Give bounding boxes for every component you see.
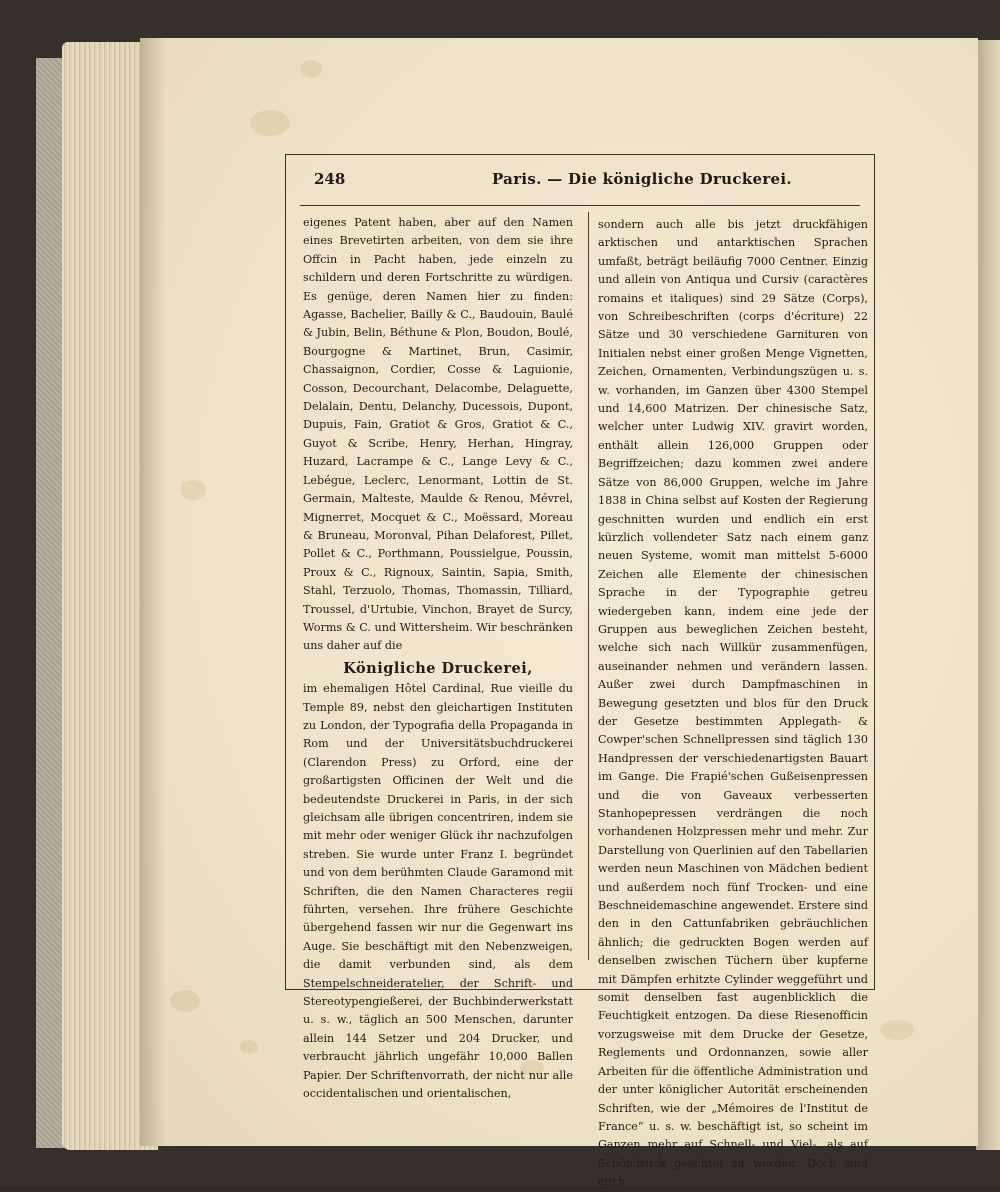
facing-page-edge — [976, 40, 1000, 1150]
right-paragraph-1: sondern auch alle bis jetzt druckfähigen arktischen und antarktischen Sprachen umfaßt, beträgt beiläufig 7000 Centner. Einzig und allein von Antiqua und Cursiv (caractères romains et italiques) sind 29 Sätze (Corps), von Schreibeschriften (corps d'écriture) 22 Sätze und 30 verschiedene Garnituren von Initialen nebst einer großen Menge Vignetten, Zeichen, Ornamenten, Verbindungszügen u. s. w. vorhanden, im Ganzen über 4300 Stempel und 14,600 Matrizen. Der chinesische Satz, welcher unter Ludwig XIV. gravirt worden, enthält allein 126,000 Gruppen oder Begriffzeichen; dazu kommen zwei andere Sätze von 86,000 Gruppen, welche im Jahre 1838 in China selbst auf Kosten der Regierung geschnitten wurden und endlich ein erst kürzlich vollendeter Satz nach einem ganz neuen Systeme, womit man mittelst 5-6000 Zeichen alle Elemente der chinesischen Sprache in der Typographie getreu wiedergeben kann, indem eine jede der Gruppen aus beweglichen Zeichen besteht, welche sich nach Willkür zusammenfügen, auseinander nehmen und verändern lassen. Außer zwei durch Dampfmaschinen in Bewegung gesetzten und blos für den Druck der Gesetze bestimmten Applegath- & Cowper'schen Schnellpressen sind täglich 130 Handpressen der verschiedenartigsten Bauart im Gange. Die Frapié'schen Gußeisenpressen und die von Gaveaux verbesserten Stanhopepressen verdrängen die noch vorhandenen Holzpressen mehr und mehr. Zur Darstellung von Querlinien auf den Tabellarien werden neun Maschinen von Mädchen bedient und außerdem noch fünf Trocken- und eine Beschneidemaschine angewendet. Erstere sind den in den Cattunfabriken gebräuchlichen ähnlich; die gedruckten Bogen werden auf denselben zwischen Tüchern über kupferne mit Dämpfen erhitzte Cylinder weggeführt und somit denselben fast augenblicklich die Feuchtigkeit entzogen. Da diese Riesenofficin vorzugsweise mit dem Drucke der Gesetze, Reglements und Ordonnanzen, sowie aller Arbeiten für die öffentliche Administration und der unter königlicher Autorität erscheinenden Schriften, wie der „Mémoires de l'Institut de France“ u. s. w. beschäftigt ist, so scheint im Ganzen mehr auf Schnell- und Viel-, als auf Schöndruck geachtet zu werden. Doch sind auch — [598, 218, 868, 1189]
page-header — [300, 170, 860, 190]
page-number: 248 — [314, 170, 346, 188]
left-paragraph-1: eigenes Patent haben, aber auf den Namen eines Brevetirten arbeiten, von dem sie ihre Offcin in Pacht haben, jede einzeln zu schildern und deren Fortschritte zu würdigen. Es genüge, deren Namen hier zu finden: Agasse, Bachelier, Bailly & C., Baudouin, Baulé & Jubin, Belin, Béthune & Plon, Boudon, Boulé, Bourgogne & Martinet, Brun, Casimir, Chassaignon, Cordier, Cosse & Laguionie, Cosson, Decourchant, Delacombe, Delaguette, Delalain, Dentu, Delanchy, Ducessois, Dupont, Dupuis, Fain, Gratiot & Gros, Gratiot & C., Guyot & Scribe, Henry, Herhan, Hingray, Huzard, Lacrampe & C., Lange Levy & C., Lebégue, Leclerc, Lenormant, Lottin de St. Germain, Malteste, Maulde & Renou, Mévrel, Mignerret, Mocquet & C., Moëssard, Moreau & Bruneau, Moronval, Pihan Delaforest, Pillet, Pollet & C., Porthmann, Poussielgue, Poussin, Proux & C., Rignoux, Saintin, Sapia, Smith, Stahl, Terzuolo, Thomas, Thomassin, Tilliard, Troussel, d'Urtubie, Vinchon, Brayet de Surcy, Worms & C. und Wittersheim. Wir beschränken uns daher auf die — [303, 216, 573, 653]
left-column — [303, 214, 573, 1104]
running-head: Paris. — Die königliche Druckerei. — [492, 170, 792, 188]
right-column — [598, 216, 868, 1192]
section-heading: Königliche Druckerei, — [343, 659, 533, 677]
left-paragraph-2: im ehemaligen Hôtel Cardinal, Rue vieille du Temple 89, nebst den gleichartigen Instituten zu London, der Typografia della Propaganda in Rom und der Universitätsbuchdruckerei (Clarendon Press) zu Orford, eine der großartigsten Officinen der Welt und die bedeutendste Druckerei in Paris, in der sich gleichsam alle übrigen concentriren, indem sie mit mehr oder weniger Glück ihr nachzufolgen streben. Sie wurde unter Franz I. begründet und von dem berühmten Claude Garamond mit Schriften, die den Namen Characteres regii führten, versehen. Ihre frühere Geschichte übergehend fassen wir nur die Gegenwart ins Auge. Sie beschäftigt mit den Nebenzweigen, die damit verbunden sind, als dem Stempelschneideratelier, der Schrift- und Stereotypengießerei, der Buchbinderwerkstatt u. s. w., täglich an 500 Menschen, darunter allein 144 Setzer und 204 Drucker, und verbraucht jährlich ungefähr 10,000 Ballen Papier. Der Schriftenvorrath, der nicht nur alle occidentalischen und orientalischen, — [303, 682, 573, 1101]
page-gutter-shadow — [140, 38, 166, 1146]
header-rule — [300, 205, 860, 206]
column-rule — [588, 212, 589, 960]
